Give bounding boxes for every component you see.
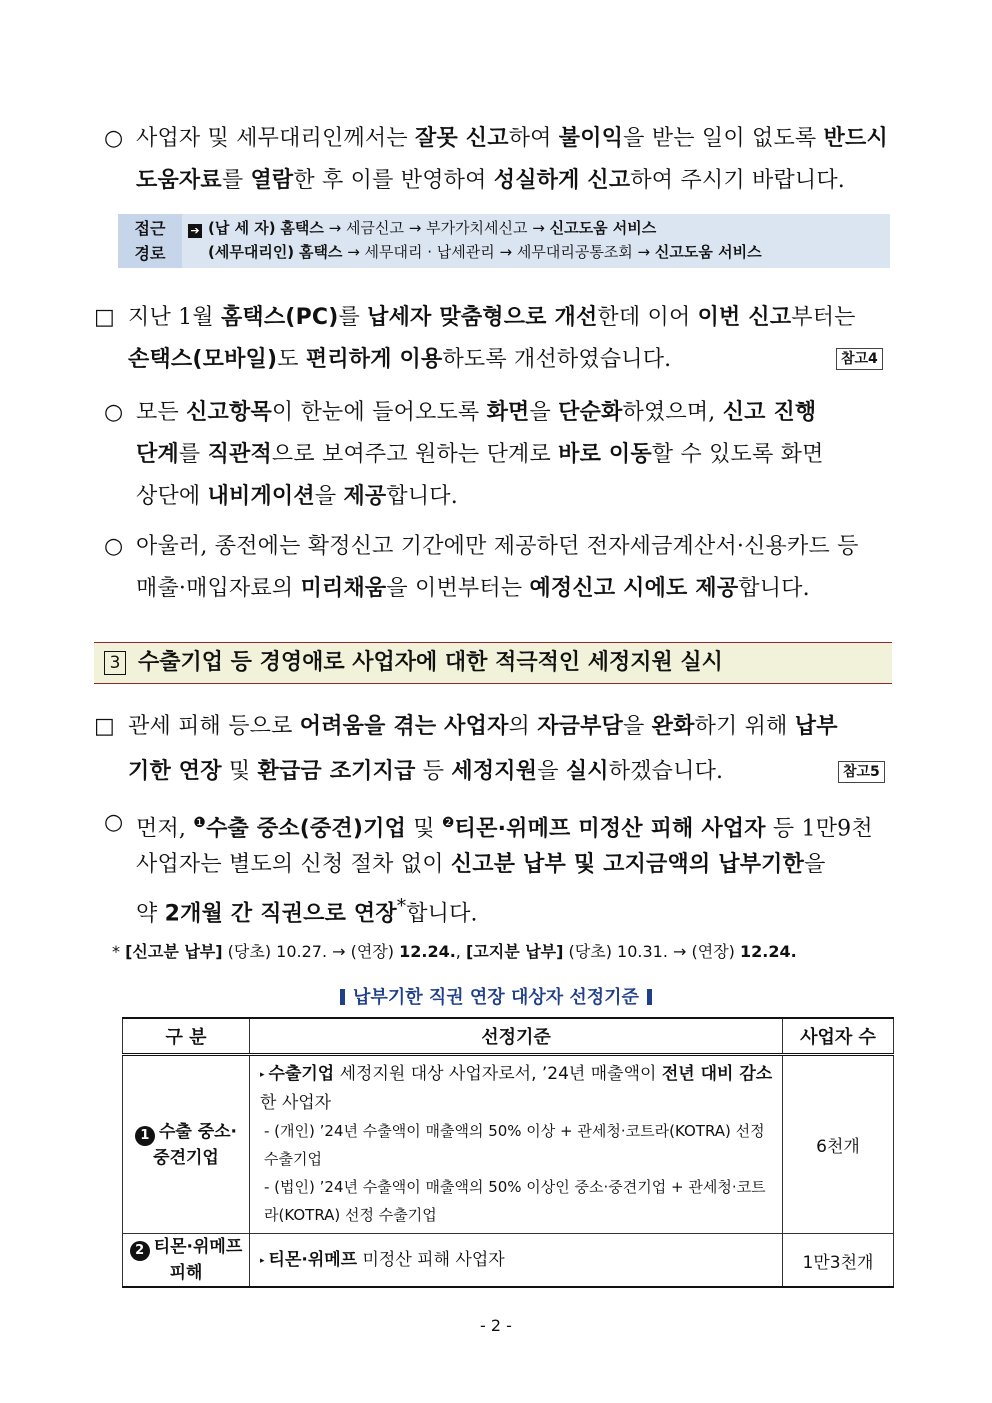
footnote: * [신고분 납부] (당초) 10.27. → (연장) 12.24., [고지분 납부] (당초) 10.31. → (연장) 12.24. xyxy=(112,942,797,961)
criteria-cell: ▸ 수출기업 세정지원 대상 사업자로서, ’24년 매출액이 전년 대비 감소한 사업자 - (개인) ’24년 수출액이 매출액의 50% 이상 + 관세청·코트라(KOTRA) 선정 수출기업 - (법인) ’24년 수출액이 매출액의 50% 이상인 중소·중견기업 + 관세청·코트라(KOTRA) 선정 수출기업 xyxy=(250,1055,783,1234)
bullet-square: □ xyxy=(94,305,115,330)
bullet-circle: ○ xyxy=(104,400,124,425)
number-badge: 2 xyxy=(130,1241,150,1261)
criteria-table xyxy=(122,1017,894,1288)
bullet-circle: ○ xyxy=(104,126,124,151)
section-number: 3 xyxy=(104,651,126,675)
reference-tag: 참고4 xyxy=(836,348,883,370)
section-title: 수출기업 등 경영애로 사업자에 대한 적극적인 세정지원 실시 xyxy=(138,650,723,675)
para3-line3: 상단에 내비게이션을 제공합니다. xyxy=(136,484,458,509)
route-label: 접근 경로 xyxy=(118,214,182,268)
access-route-box xyxy=(118,214,890,268)
para4-line2: 매출·매입자료의 미리채움을 이번부터는 예정신고 시에도 제공합니다. xyxy=(136,576,810,601)
triangle-bullet-icon: ▸ xyxy=(260,1255,265,1266)
header-criteria: 선정기준 xyxy=(250,1018,783,1055)
para6-line1: 먼저, $^❶$수출 중소(중견)기업 및 $^❷$티몬·위메프 미정산 피해 사업자 등 1만9천 xyxy=(136,815,873,842)
route-row-taxpayer: ➔ (납 세 자) 홈택스 → 세금신고 → 부가가치세신고 → 신고도움 서비스 xyxy=(188,217,656,239)
para5-line1: 관세 피해 등으로 어려움을 겪는 사업자의 자금부담을 완화하기 위해 납부 xyxy=(128,714,838,739)
section-header xyxy=(94,642,892,684)
arrow-box-icon: ➔ xyxy=(188,224,202,238)
para3-line2: 단계를 직관적으로 보여주고 원하는 단계로 바로 이동할 수 있도록 화면 xyxy=(136,442,824,467)
category-cell: 2 티몬·위메프 피해 xyxy=(123,1234,250,1288)
bullet-square: □ xyxy=(94,714,115,739)
para2-line2: 손택스(모바일)도 편리하게 이용하도록 개선하였습니다. xyxy=(128,347,672,372)
table-title: 납부기한 직권 연장 대상자 선정기준 xyxy=(0,985,992,1011)
page-number: - 2 - xyxy=(480,1316,512,1335)
table-header-row xyxy=(123,1018,894,1055)
para6-line3: 약 2개월 간 직권으로 연장*합니다. xyxy=(136,896,478,927)
para6-line2: 사업자는 별도의 신청 절차 없이 신고분 납부 및 고지금액의 납부기한을 xyxy=(136,852,826,877)
triangle-bullet-icon: ▸ xyxy=(260,1070,265,1080)
category-cell: 1 수출 중소· 중견기업 xyxy=(123,1055,250,1234)
para1-line2: 도움자료를 열람한 후 이를 반영하여 성실하게 신고하여 주시기 바랍니다. xyxy=(136,168,845,193)
para4-line1: 아울러, 종전에는 확정신고 기간에만 제공하던 전자세금계산서·신용카드 등 xyxy=(136,534,859,559)
table-row xyxy=(123,1234,894,1288)
bullet-circle: ○ xyxy=(104,534,124,559)
route-row-agent: (세무대리인) 홈택스 → 세무대리 · 납세관리 → 세무대리공통조회 → 신고도움 서비스 xyxy=(208,243,762,261)
para1-line1: 사업자 및 세무대리인께서는 잘못 신고하여 불이익을 받는 일이 없도록 반드시 xyxy=(136,126,888,151)
count-cell: 1만3천개 xyxy=(783,1234,894,1288)
para5-line2: 기한 연장 및 환급금 조기지급 등 세정지원을 실시하겠습니다. xyxy=(128,759,724,784)
count-cell: 6천개 xyxy=(783,1055,894,1234)
bullet-circle: ○ xyxy=(104,810,124,835)
reference-tag: 참고5 xyxy=(838,761,885,783)
number-badge: 1 xyxy=(135,1126,155,1146)
table-row xyxy=(123,1055,894,1234)
para3-line1: 모든 신고항목이 한눈에 들어오도록 화면을 단순화하였으며, 신고 진행 xyxy=(136,400,817,425)
para2-line1: 지난 1월 홈택스(PC)를 납세자 맞춤형으로 개선한데 이어 이번 신고부터는 xyxy=(128,305,856,330)
title-bar-right xyxy=(647,989,652,1005)
title-bar-left xyxy=(340,989,345,1005)
header-category: 구 분 xyxy=(123,1018,250,1055)
header-count: 사업자 수 xyxy=(783,1018,894,1055)
criteria-cell: ▸ 티몬·위메프 미정산 피해 사업자 xyxy=(250,1234,783,1288)
